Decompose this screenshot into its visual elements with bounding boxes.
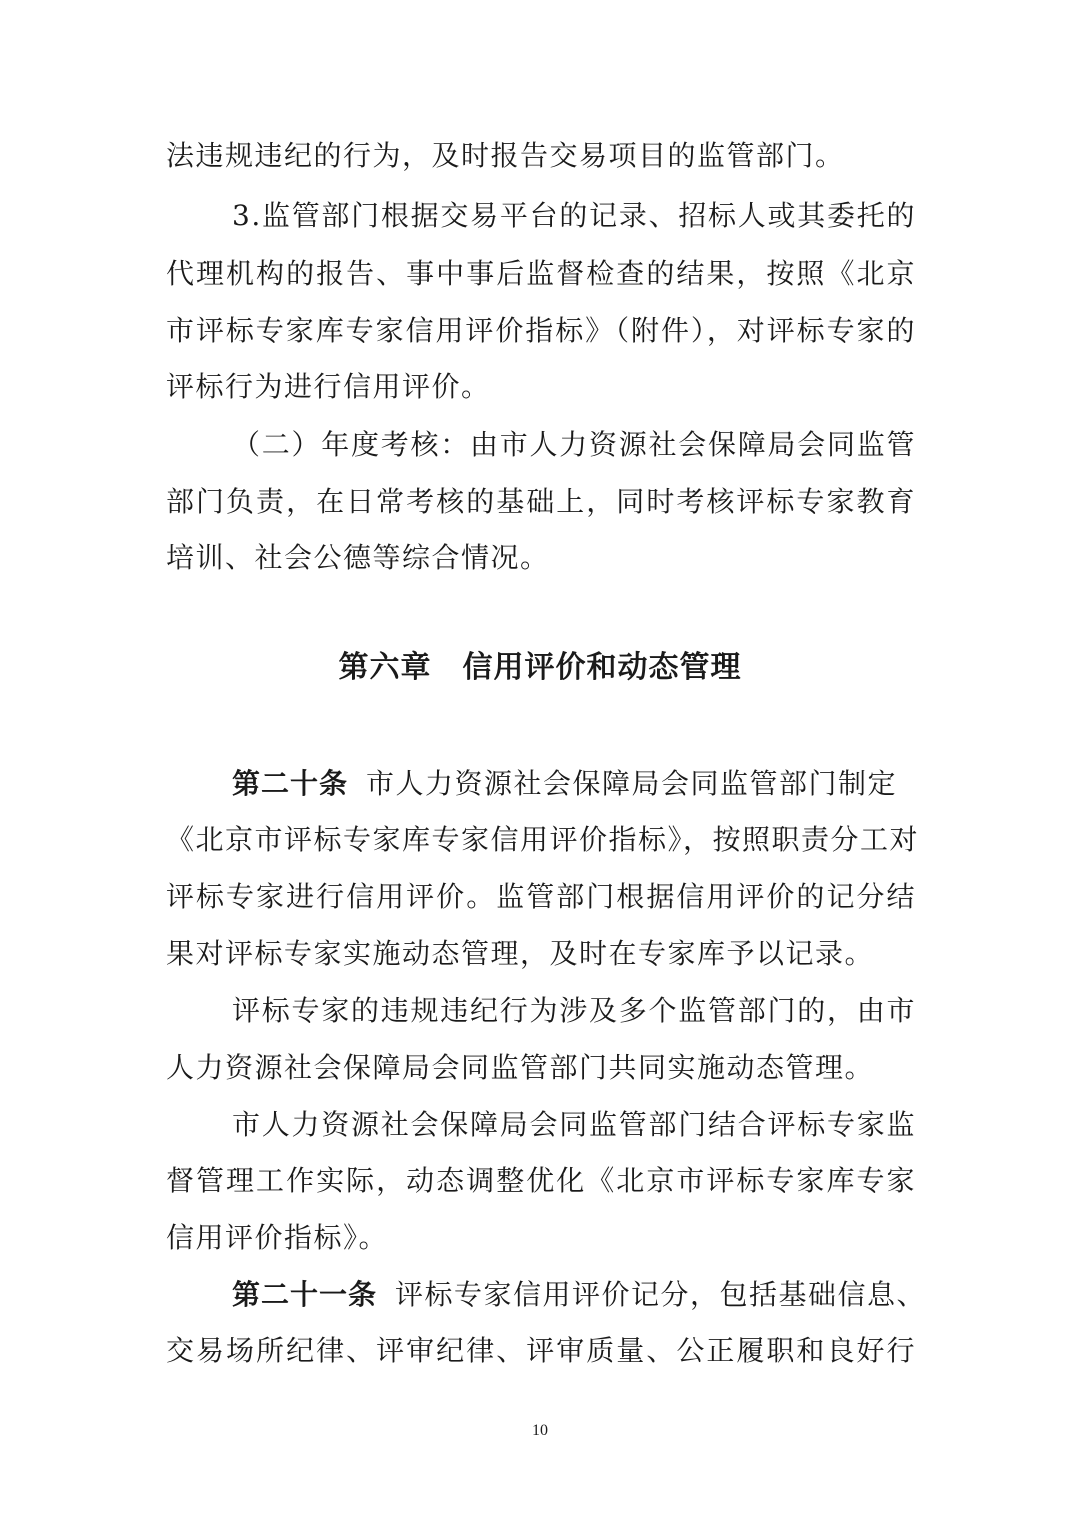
body-text-line: 人力资源社会保障局会同监管部门共同实施动态管理。 bbox=[166, 1051, 875, 1084]
article-20-first-line bbox=[232, 764, 916, 804]
body-text-line: 交易场所纪律、评审纪律、评审质量、公正履职和良好行 bbox=[166, 1334, 916, 1367]
body-text-line: 评标专家进行信用评价。监管部门根据信用评价的记分结 bbox=[166, 880, 916, 913]
body-text-line: 督管理工作实际，动态调整优化《北京市评标专家库专家 bbox=[166, 1164, 916, 1197]
body-text-line: 市人力资源社会保障局会同监管部门结合评标专家监 bbox=[232, 1108, 916, 1141]
body-text-line: 部门负责，在日常考核的基础上，同时考核评标专家教育 bbox=[166, 485, 916, 518]
body-text-line: 评标专家的违规违纪行为涉及多个监管部门的，由市 bbox=[232, 994, 916, 1027]
article-text: 评标专家信用评价记分，包括基础信息、 bbox=[395, 1278, 927, 1311]
body-text-line: 培训、社会公德等综合情况。 bbox=[166, 541, 550, 574]
article-label: 第二十一条 bbox=[232, 1278, 378, 1311]
body-text-line: 代理机构的报告、事中事后监督检查的结果，按照《北京 bbox=[166, 257, 916, 290]
body-text-line: 市评标专家库专家信用评价指标》（附件），对评标专家的 bbox=[166, 314, 916, 347]
article-21-first-line bbox=[232, 1275, 927, 1315]
article-text: 市人力资源社会保障局会同监管部门制定 bbox=[366, 767, 898, 800]
body-text-line: 评标行为进行信用评价。 bbox=[166, 370, 491, 403]
body-text-line: 3.监管部门根据交易平台的记录、招标人或其委托的 bbox=[232, 199, 916, 232]
page-number: 10 bbox=[532, 1422, 548, 1439]
chapter-heading: 第六章 信用评价和动态管理 bbox=[338, 650, 742, 685]
body-text-line: （二）年度考核：由市人力资源社会保障局会同监管 bbox=[232, 428, 916, 461]
body-text-line: 果对评标专家实施动态管理，及时在专家库予以记录。 bbox=[166, 937, 875, 970]
body-text-line: 法违规违纪的行为，及时报告交易项目的监管部门。 bbox=[166, 139, 845, 172]
body-text-line: 《北京市评标专家库专家信用评价指标》，按照职责分工对 bbox=[166, 823, 920, 856]
body-text-line: 信用评价指标》。 bbox=[166, 1221, 389, 1254]
article-label: 第二十条 bbox=[232, 767, 349, 800]
